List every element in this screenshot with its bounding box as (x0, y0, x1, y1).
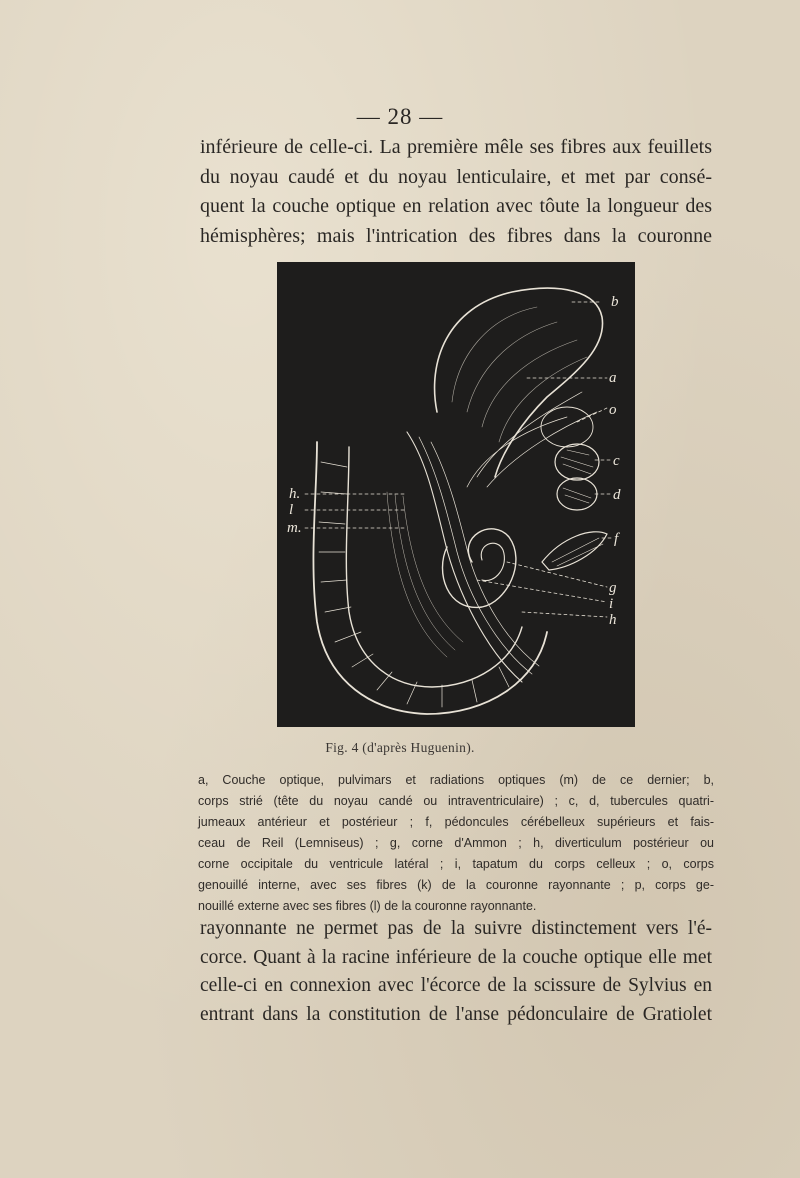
leader-h-right (522, 612, 607, 617)
label-c: c (613, 453, 620, 469)
corps-strie-hatch (452, 307, 587, 442)
tubercule-posterieur (557, 478, 597, 510)
label-g: g (609, 580, 617, 596)
figure-legend (198, 770, 714, 917)
figure-caption: Fig. 4 (d'après Huguenin). (325, 740, 475, 755)
text-line: entrant dans la constitution de l'anse pédonculaire de Gratiolet (200, 1003, 712, 1025)
label-m: m. (287, 520, 302, 536)
legend-line: a, Couche optique, pulvimars et radiations optiques (m) de ce dernier; b, (198, 773, 714, 787)
text-line: rayonnante ne permet pas de la suivre distinctement vers l'é- (200, 918, 712, 939)
text-line: celle-ci en connexion avec l'écorce de la scissure de Sylvius en (200, 975, 712, 996)
legend-line: corne occipitale du ventricule latéral ; i, tapatum du corps celleux ; o, corps (198, 857, 714, 871)
label-f: f (614, 531, 619, 547)
label-h-left: h. (289, 486, 301, 502)
text-line: hémisphères; mais l'intrication des fibres dans la couronne (200, 224, 712, 247)
label-o: o (609, 402, 617, 418)
legend-line: jumeaux antérieur et postérieur ; f, pédoncules cérébelleux supérieurs et fais- (198, 815, 714, 829)
label-h-right: h (609, 612, 617, 628)
brain-illustration (277, 262, 635, 727)
corne-ammon-inner (481, 543, 504, 580)
legend-line: genouillé interne, avec ses fibres (k) de la couronne rayonnante ; p, corps ge- (198, 878, 714, 892)
label-l: l (289, 502, 294, 518)
legend-line: nouillé externe avec ses fibres (l) de la couronne rayonnante. (198, 899, 537, 913)
corne-ammon-spiral (442, 529, 515, 608)
fiber-sweep-inner2 (431, 442, 539, 666)
paragraph-top (200, 133, 712, 251)
text-line: corce. Quant à la racine inférieure de la couche optique elle met (200, 946, 712, 968)
tubercules-hatch (561, 450, 593, 503)
text-line: inférieure de celle-ci. La première mêle ses fibres aux feuillets (200, 136, 712, 158)
brain-engraving-figure (277, 262, 635, 727)
label-d: d (613, 487, 621, 503)
page-number: — 28 — (356, 104, 444, 129)
legend-line: corps strié (tête du noyau candé ou intraventriculaire) ; c, d, tubercules quatri- (198, 794, 714, 808)
corps-strie-outline (435, 288, 603, 477)
couche-optique-fibers (467, 392, 597, 487)
leader-i (477, 580, 607, 602)
label-a: a (609, 370, 617, 386)
text-line: du noyau caudé et du noyau lenticulaire, et met par consé- (200, 165, 712, 188)
pedoncules-cerebelleux (542, 532, 607, 570)
radiations-optiques (387, 492, 463, 657)
legend-line: ceau de Reil (Lemniseus) ; g, corne d'Ammon ; h, diverticulum postérieur ou (198, 836, 714, 850)
corne-occipitale-inner (346, 447, 522, 687)
label-i: i (609, 596, 614, 612)
corps-genouille (541, 407, 593, 447)
label-b: b (611, 294, 619, 310)
pedoncules-hatch (552, 538, 603, 566)
text-line: quent la couche optique en relation avec tôute la longueur des (200, 195, 712, 217)
paragraph-bottom (200, 915, 712, 1029)
